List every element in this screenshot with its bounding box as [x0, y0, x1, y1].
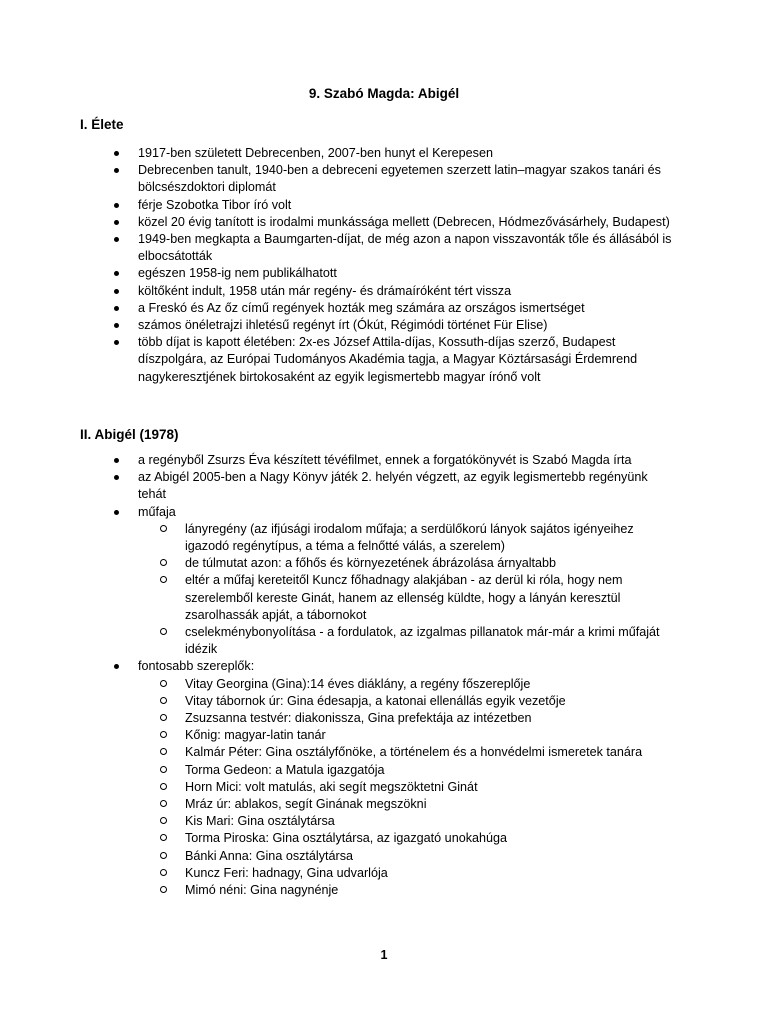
- list-item: egészen 1958-ig nem publikálhatott: [0, 265, 768, 282]
- sublist-item: Zsuzsanna testvér: diakonissza, Gina prefektája az intézetben: [138, 710, 678, 727]
- sublist-item: Horn Mici: volt matulás, aki segít megszöktetni Ginát: [138, 779, 678, 796]
- list-item: több díjat is kapott életében: 2x-es József Attila-díjas, Kossuth-díjas szerző, Budapest díszpolgára, az Európai Tudományos Akadémia tagja, a Magyar Köztársasági Érdemrend nagykeresztjének birtokosaként az egyik legismertebb magyar írónő volt: [0, 334, 768, 386]
- page-number: 1: [380, 948, 388, 962]
- sublist-item: Kis Mari: Gina osztálytársa: [138, 813, 678, 830]
- bullet-icon: [114, 151, 119, 156]
- bullet-icon: [114, 220, 119, 225]
- circle-bullet-icon: [160, 525, 167, 532]
- circle-bullet-icon: [160, 559, 167, 566]
- bullet-icon: [114, 475, 119, 480]
- bullet-icon: [114, 271, 119, 276]
- bullet-icon: [114, 340, 119, 345]
- circle-bullet-icon: [160, 800, 167, 807]
- bullet-icon: [114, 323, 119, 328]
- sublist-mufaja: [138, 521, 678, 659]
- sublist-item: Torma Gedeon: a Matula igazgatója: [138, 762, 678, 779]
- circle-bullet-icon: [160, 748, 167, 755]
- circle-bullet-icon: [160, 834, 167, 841]
- sublist-item: Mimó néni: Gina nagynénje: [138, 882, 678, 899]
- circle-bullet-icon: [160, 628, 167, 635]
- list-item: Debrecenben tanult, 1940-ben a debreceni egyetemen szerzett latin–magyar szakos tanári és bölcsészdoktori diplomát: [0, 162, 768, 196]
- sublist-item: lányregény (az ifjúsági irodalom műfaja; a serdülőkorú lányok sajátos igényeihez igazodó regénytípus, a téma a felnőtté válás, a szerelem): [138, 521, 678, 555]
- sublist-item: Kuncz Feri: hadnagy, Gina udvarlója: [138, 865, 678, 882]
- bullet-icon: [114, 664, 119, 669]
- bullet-icon: [114, 306, 119, 311]
- list-item: költőként indult, 1958 után már regény- és drámaíróként tért vissza: [0, 283, 768, 300]
- list-item: a regényből Zsurzs Éva készített tévéfilmet, ennek a forgatókönyvét is Szabó Magda írta: [0, 452, 768, 469]
- section-list-abigel: [0, 452, 768, 899]
- circle-bullet-icon: [160, 886, 167, 893]
- circle-bullet-icon: [160, 714, 167, 721]
- circle-bullet-icon: [160, 817, 167, 824]
- list-item: számos önéletrajzi ihletésű regényt írt (Ókút, Régimódi történet Für Elise): [0, 317, 768, 334]
- sublist-item: Torma Piroska: Gina osztálytársa, az igazgató unokahúga: [138, 830, 678, 847]
- circle-bullet-icon: [160, 852, 167, 859]
- list-item: az Abigél 2005-ben a Nagy Könyv játék 2. helyén végzett, az egyik legismertebb regényünk tehát: [0, 469, 768, 503]
- sublist-item: Kőnig: magyar-latin tanár: [138, 727, 678, 744]
- sublist-item: cselekménybonyolítása - a fordulatok, az izgalmas pillanatok már-már a krimi műfaját idézik: [138, 624, 678, 658]
- sublist-item: eltér a műfaj kereteitől Kuncz főhadnagy alakjában - az derül ki róla, hogy nem szerelemből kereste Ginát, hanem az ellenség küldte, hogy a lányán keresztül zsarolhassák apját, a tábornokot: [138, 572, 678, 624]
- sublist-szereplok: [138, 676, 678, 900]
- circle-bullet-icon: [160, 766, 167, 773]
- sublist-item: Kalmár Péter: Gina osztályfőnöke, a történelem és a honvédelmi ismeretek tanára: [138, 744, 678, 761]
- sublist-item: Vitay Georgina (Gina):14 éves diáklány, a regény főszereplője: [138, 676, 678, 693]
- bullet-icon: [114, 168, 119, 173]
- bullet-icon: [114, 289, 119, 294]
- list-item: 1917-ben született Debrecenben, 2007-ben hunyt el Kerepesen: [0, 145, 768, 162]
- circle-bullet-icon: [160, 731, 167, 738]
- list-item: közel 20 évig tanított is irodalmi munkássága mellett (Debrecen, Hódmezővásárhely, Budapest): [0, 214, 768, 231]
- sublist-item: Vitay tábornok úr: Gina édesapja, a katonai ellenállás egyik vezetője: [138, 693, 678, 710]
- section-heading-elete: I. Élete: [80, 117, 124, 132]
- sublist-item: Mráz úr: ablakos, segít Ginának megszökni: [138, 796, 678, 813]
- section-list-elete: [0, 145, 768, 386]
- bullet-icon: [114, 510, 119, 515]
- bullet-icon: [114, 237, 119, 242]
- circle-bullet-icon: [160, 869, 167, 876]
- list-item: fontosabb szereplők: Vitay Georgina (Gina):14 éves diáklány, a regény főszereplője Vitay tábornok úr: Gina édesapja, a katonai ellenállás egyik vezetője Zsuzsanna testvér: diakonissza, Gina prefektája az intézetben Kőnig: magyar-latin tanár Kalmár Péter: Gina osztályfőnöke, a történelem és a honvédelmi ismeretek tanára Torma Gedeon: a Matula igazgatója Horn Mici: volt matulás, aki segít megszöktetni Ginát Mráz úr: ablakos, segít Ginának megszökni Kis Mari: Gina osztálytársa Torma Piroska: Gina osztálytársa, az igazgató unokahúga Bánki Anna: Gina osztálytársa Kuncz Feri: hadnagy, Gina udvarlója Mimó néni: Gina nagynénje: [0, 658, 768, 899]
- list-item: 1949-ben megkapta a Baumgarten-díjat, de még azon a napon visszavonták tőle és állásából is elbocsátották: [0, 231, 768, 265]
- circle-bullet-icon: [160, 783, 167, 790]
- bullet-icon: [114, 203, 119, 208]
- sublist-item: de túlmutat azon: a főhős és környezetének ábrázolása árnyaltabb: [138, 555, 678, 572]
- list-item: a Freskó és Az őz című regények hozták meg számára az országos ismertséget: [0, 300, 768, 317]
- list-item: férje Szobotka Tibor író volt: [0, 197, 768, 214]
- circle-bullet-icon: [160, 680, 167, 687]
- section-heading-abigel: II. Abigél (1978): [80, 427, 179, 442]
- circle-bullet-icon: [160, 697, 167, 704]
- document-title: 9. Szabó Magda: Abigél: [308, 86, 460, 101]
- bullet-icon: [114, 458, 119, 463]
- list-item: műfaja lányregény (az ifjúsági irodalom műfaja; a serdülőkorú lányok sajátos igényeihez igazodó regénytípus, a téma a felnőtté válás, a szerelem) de túlmutat azon: a főhős és környezetének ábrázolása árnyaltabb eltér a műfaj kereteitől Kuncz főhadnagy alakjában - az derül ki róla, hogy nem szerelemből kereste Ginát, hanem az ellenség küldte, hogy a lányán keresztül zsarolhassák apját, a tábornokot cselekménybonyolítása - a fordulatok, az izgalmas pillanatok már-már a krimi műfaját idézik: [0, 504, 768, 659]
- sublist-item: Bánki Anna: Gina osztálytársa: [138, 848, 678, 865]
- circle-bullet-icon: [160, 576, 167, 583]
